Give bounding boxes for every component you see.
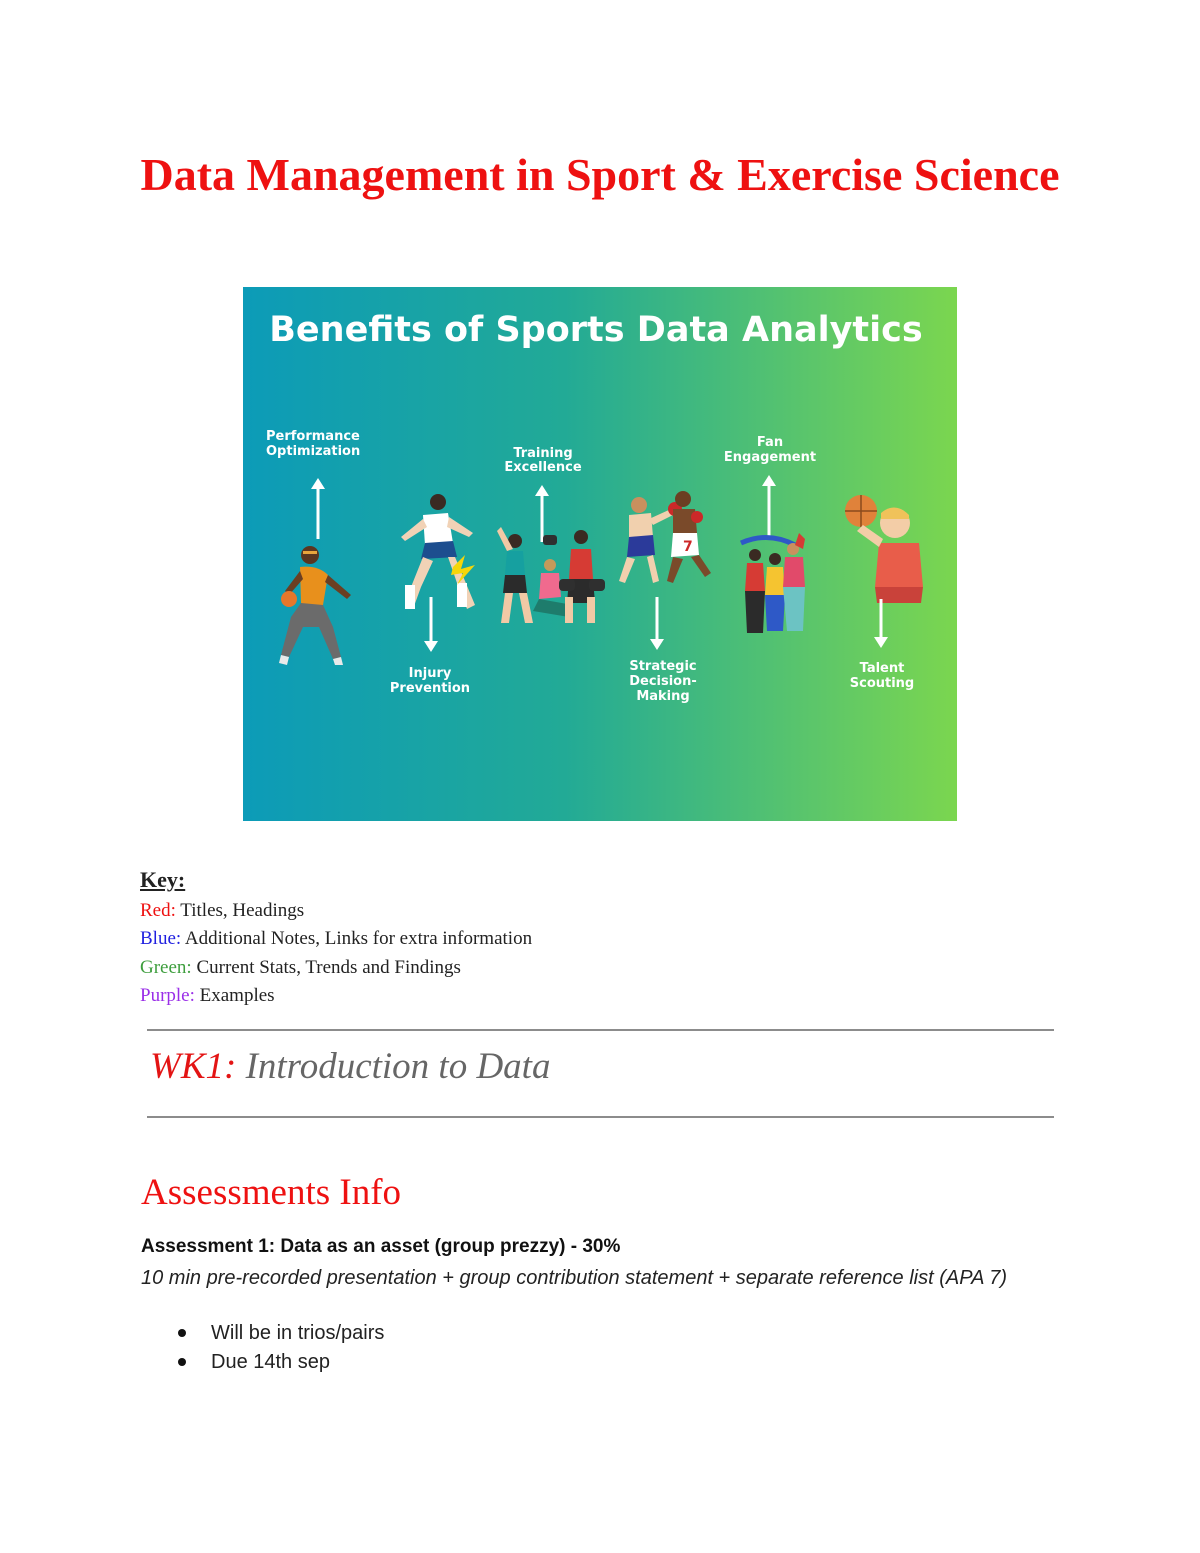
week-label: WK1:	[150, 1046, 237, 1087]
key-item-blue-name: Blue:	[140, 928, 182, 949]
assessments-heading: Assessments Info	[141, 1172, 402, 1213]
boxers-icon	[619, 491, 711, 583]
bullet-icon	[178, 1329, 186, 1337]
key-item-green	[140, 954, 532, 983]
key-item-red-desc: Titles, Headings	[175, 899, 305, 921]
label-training-line2: Excellence	[504, 460, 582, 475]
week-title: Introduction to Data	[236, 1046, 551, 1087]
fans-group-icon	[741, 533, 805, 633]
arrow-down-icon	[650, 597, 664, 650]
label-performance-line2: Optimization	[266, 444, 361, 459]
label-talent-line2: Scouting	[849, 676, 915, 691]
divider-bottom	[147, 1116, 1054, 1118]
document-title: Data Management in Sport & Exercise Science	[140, 149, 1060, 200]
label-injury-line2: Prevention	[389, 681, 471, 696]
label-fan-line2: Engagement	[723, 450, 817, 465]
assessment-1-title: Assessment 1: Data as an asset (group prezzy) - 30%	[141, 1236, 621, 1257]
key-item-purple-name: Purple:	[140, 985, 195, 1006]
arrow-up-icon	[535, 485, 549, 542]
key-item-green-desc: Current Stats, Trends and Findings	[191, 956, 461, 978]
key-item-red	[140, 897, 532, 926]
key-item-purple	[140, 982, 532, 1011]
list-item-text: Will be in trios/pairs	[211, 1322, 385, 1344]
list-item	[176, 1319, 384, 1348]
basketball-player-icon	[279, 546, 351, 665]
divider-top	[147, 1029, 1054, 1031]
label-strategic-line3: Making	[636, 689, 690, 704]
arrow-down-icon	[424, 597, 438, 652]
list-item	[176, 1348, 384, 1377]
training-group-icon	[497, 527, 605, 623]
label-strategic-line2: Decision-	[629, 674, 697, 689]
arrow-up-icon	[762, 475, 776, 537]
assessment-1-description: 10 min pre-recorded presentation + group contribution statement + separate reference list (APA 7)	[141, 1267, 1008, 1289]
sports-analytics-infographic	[243, 287, 957, 821]
basketball-shooter-icon	[845, 495, 923, 603]
label-talent-line1: Talent	[859, 661, 905, 676]
key-item-purple-desc: Examples	[194, 985, 275, 1006]
label-strategic-line1: Strategic	[629, 659, 697, 674]
key-item-blue	[140, 925, 532, 954]
svg-text:7: 7	[683, 539, 693, 555]
label-fan-line1: Fan	[756, 435, 784, 450]
label-performance-line1: Performance	[266, 429, 360, 444]
label-injury-line1: Injury	[408, 666, 452, 681]
key-heading: Key:	[140, 867, 186, 892]
list-item-text: Due 14th sep	[211, 1350, 330, 1373]
key-item-red-name: Red:	[140, 899, 176, 921]
key-item-blue-desc: Additional Notes, Links for extra information	[181, 928, 533, 949]
infographic-heading: Benefits of Sports Data Analytics	[269, 310, 923, 350]
label-training-line1: Training	[513, 446, 573, 461]
key-item-green-name: Green:	[140, 956, 192, 978]
color-key	[140, 866, 532, 1011]
week-heading	[150, 1043, 550, 1091]
kicking-player-icon	[401, 494, 475, 609]
bullet-icon	[178, 1358, 186, 1366]
arrow-down-icon	[874, 599, 888, 648]
arrow-up-icon	[311, 478, 325, 539]
assessment-1-bullets	[176, 1319, 384, 1376]
